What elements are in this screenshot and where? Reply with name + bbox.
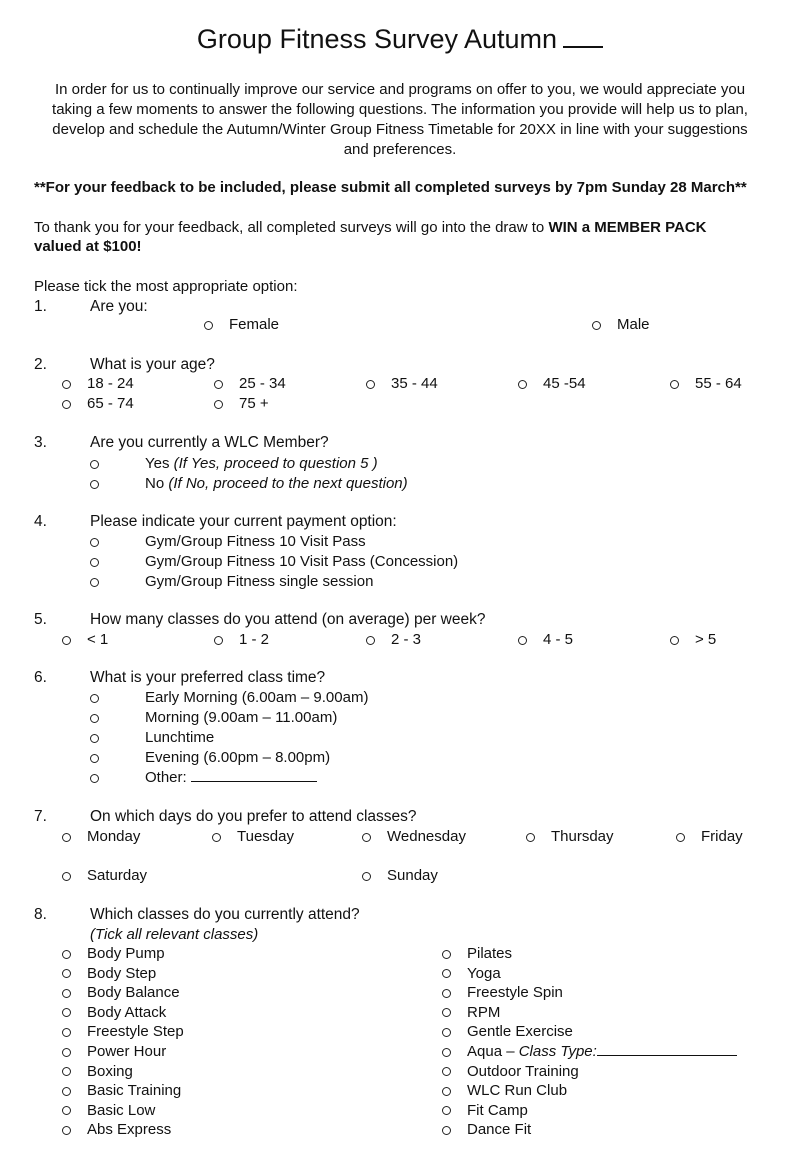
q2-option[interactable]	[670, 374, 742, 393]
radio-circle-icon[interactable]	[366, 636, 375, 645]
q6-option[interactable]	[90, 748, 331, 767]
option-label: Boxing	[87, 1062, 133, 1080]
radio-circle-icon[interactable]	[214, 636, 223, 645]
option-label: Thursday	[551, 828, 614, 845]
option-text: Freestyle Spin	[467, 984, 563, 1002]
q4-text: Please indicate your current payment option:	[90, 513, 397, 530]
q7-text: On which days do you prefer to attend classes?	[90, 808, 417, 825]
option-label	[467, 1004, 500, 1021]
checkbox-circle-icon[interactable]	[442, 1067, 451, 1076]
radio-circle-icon[interactable]	[90, 538, 99, 547]
q4-option[interactable]	[90, 532, 366, 551]
q7-option[interactable]	[62, 866, 147, 885]
radio-circle-icon[interactable]	[526, 833, 535, 842]
aqua-class-type-field[interactable]	[597, 1054, 737, 1056]
option-label: Early Morning (6.00am – 9.00am)	[145, 689, 369, 706]
option-label: Freestyle Step	[87, 1023, 184, 1041]
radio-circle-icon[interactable]	[214, 380, 223, 389]
radio-circle-icon[interactable]	[62, 380, 71, 389]
q1-number: 1.	[34, 298, 47, 315]
q2-number: 2.	[34, 356, 47, 373]
option-text: Dance Fit	[467, 1121, 532, 1139]
q6-option[interactable]	[90, 688, 369, 707]
q5-option[interactable]	[518, 630, 573, 649]
checkbox-circle-icon[interactable]	[62, 1008, 71, 1017]
q5-option[interactable]	[62, 630, 108, 649]
q6-option-other[interactable]	[90, 768, 187, 787]
checkbox-circle-icon[interactable]	[442, 1126, 451, 1135]
q4-number: 4.	[34, 513, 47, 530]
checkbox-circle-icon[interactable]	[442, 969, 451, 978]
option-label: Male	[617, 316, 650, 333]
value-text: valued at $100!	[34, 238, 142, 255]
q8-subtext: (Tick all relevant classes)	[90, 926, 259, 943]
option-label: 75 +	[239, 395, 269, 412]
radio-circle-icon[interactable]	[90, 774, 99, 783]
option-text: Pilates	[467, 945, 513, 962]
q3-text: Are you currently a WLC Member?	[90, 434, 329, 451]
q7-option[interactable]	[62, 827, 140, 846]
q2-option[interactable]	[518, 374, 586, 393]
option-label: Basic Low	[87, 1101, 156, 1119]
q7-option[interactable]	[212, 827, 294, 846]
option-label	[467, 984, 563, 1001]
radio-circle-icon[interactable]	[90, 558, 99, 567]
option-label	[145, 768, 317, 787]
q8-class-option[interactable]	[62, 944, 165, 963]
radio-circle-icon[interactable]	[204, 321, 213, 330]
option-text: WLC Run Club	[467, 1082, 568, 1100]
q1-text: Are you:	[90, 298, 148, 315]
option-text: No	[145, 475, 169, 492]
radio-circle-icon[interactable]	[90, 734, 99, 743]
option-label: Friday	[701, 828, 743, 845]
option-label: Saturday	[87, 867, 148, 884]
q6-option[interactable]	[90, 708, 338, 727]
option-label	[467, 1121, 531, 1138]
checkbox-circle-icon[interactable]	[62, 1106, 71, 1115]
option-label: Wednesday	[387, 828, 466, 845]
checkbox-circle-icon[interactable]	[62, 969, 71, 978]
radio-circle-icon[interactable]	[62, 400, 71, 409]
radio-circle-icon[interactable]	[212, 833, 221, 842]
radio-circle-icon[interactable]	[214, 400, 223, 409]
option-label	[145, 474, 408, 493]
q4-option[interactable]	[90, 552, 459, 571]
q3-option-no[interactable]	[90, 474, 408, 493]
option-label: Basic Training	[87, 1082, 182, 1100]
option-note: (If No, proceed to the next question)	[168, 475, 408, 492]
q7-number: 7.	[34, 808, 47, 825]
aqua-class-type-label: Class Type:	[518, 1043, 597, 1060]
option-label: Tuesday	[237, 828, 294, 845]
option-note: (If Yes, proceed to question 5 )	[173, 455, 378, 472]
option-label	[467, 965, 501, 982]
option-label: Lunchtime	[145, 729, 215, 746]
q3-number: 3.	[34, 434, 47, 451]
option-text: RPM	[467, 1003, 501, 1021]
option-label: 4 - 5	[543, 631, 574, 648]
option-label: Body Balance	[87, 984, 180, 1002]
radio-circle-icon[interactable]	[90, 714, 99, 723]
option-text: Fit Camp	[467, 1101, 528, 1119]
q2-option[interactable]	[214, 394, 269, 413]
q2-option[interactable]	[62, 374, 134, 393]
option-label	[467, 1082, 567, 1099]
option-label: Sunday	[387, 867, 438, 884]
checkbox-circle-icon[interactable]	[442, 1008, 451, 1017]
radio-circle-icon[interactable]	[62, 872, 71, 881]
q8-class-option[interactable]	[62, 1062, 133, 1081]
q8-class-option[interactable]	[442, 983, 563, 1002]
option-label: > 5	[695, 631, 717, 648]
q8-class-option[interactable]	[442, 1022, 573, 1041]
option-label: Monday	[87, 828, 141, 845]
checkbox-circle-icon[interactable]	[442, 950, 451, 959]
q2-option[interactable]	[366, 374, 438, 393]
q7-option[interactable]	[526, 827, 614, 846]
option-label: 35 - 44	[391, 375, 438, 392]
q8-class-option[interactable]	[62, 1042, 166, 1061]
option-label	[467, 1043, 737, 1060]
win-text: WIN a MEMBER PACK	[548, 219, 707, 236]
q8-class-option[interactable]	[62, 1101, 155, 1120]
radio-circle-icon[interactable]	[90, 578, 99, 587]
q6-text: What is your preferred class time?	[90, 669, 326, 686]
radio-circle-icon[interactable]	[90, 694, 99, 703]
checkbox-circle-icon[interactable]	[442, 1028, 451, 1037]
radio-circle-icon[interactable]	[362, 833, 371, 842]
other-text-field[interactable]	[191, 780, 317, 782]
radio-circle-icon[interactable]	[62, 636, 71, 645]
checkbox-circle-icon[interactable]	[62, 1048, 71, 1057]
option-label: Evening (6.00pm – 8.00pm)	[145, 749, 331, 766]
option-label: Morning (9.00am – 11.00am)	[145, 709, 338, 726]
q2-text: What is your age?	[90, 356, 215, 373]
option-label: Gym/Group Fitness 10 Visit Pass	[145, 533, 366, 550]
q8-class-option[interactable]	[442, 1120, 531, 1139]
title-blank	[563, 45, 603, 48]
radio-circle-icon[interactable]	[90, 480, 99, 489]
option-label: Body Attack	[87, 1003, 167, 1021]
option-label	[467, 1023, 573, 1040]
q8-class-option[interactable]	[442, 1081, 567, 1100]
q3-option-yes[interactable]	[90, 454, 378, 473]
checkbox-circle-icon[interactable]	[62, 1126, 71, 1135]
q1-option-female[interactable]	[204, 315, 279, 334]
q6-number: 6.	[34, 669, 47, 686]
q7-option[interactable]	[362, 827, 466, 846]
option-label: Power Hour	[87, 1043, 167, 1060]
q8-class-option[interactable]	[62, 983, 180, 1002]
radio-circle-icon[interactable]	[670, 380, 679, 389]
option-text: Yoga	[467, 964, 501, 982]
option-label: 65 - 74	[87, 395, 134, 412]
radio-circle-icon[interactable]	[90, 460, 99, 469]
q5-option[interactable]	[366, 630, 421, 649]
q7-option[interactable]	[676, 827, 743, 846]
q8-class-option[interactable]	[442, 1062, 579, 1081]
radio-circle-icon[interactable]	[518, 380, 527, 389]
checkbox-circle-icon[interactable]	[62, 989, 71, 998]
instruction-text: Please tick the most appropriate option:	[34, 278, 298, 295]
option-label: 55 - 64	[695, 375, 742, 392]
radio-circle-icon[interactable]	[90, 754, 99, 763]
checkbox-circle-icon[interactable]	[442, 1087, 451, 1096]
q2-option[interactable]	[214, 374, 286, 393]
option-text: Outdoor Training	[467, 1062, 579, 1080]
option-label: Abs Express	[87, 1121, 172, 1139]
checkbox-circle-icon[interactable]	[442, 989, 451, 998]
q8-class-option[interactable]	[62, 1120, 171, 1139]
option-label: Female	[229, 316, 280, 333]
option-label: < 1	[87, 631, 109, 648]
title-text: Group Fitness Survey Autumn	[196, 24, 558, 54]
q6-option[interactable]	[90, 728, 215, 747]
q8-class-option[interactable]	[62, 1081, 181, 1100]
q8-class-option[interactable]	[62, 1022, 184, 1041]
option-label: 45 -54	[543, 375, 586, 392]
q8-class-option[interactable]	[442, 944, 512, 963]
radio-circle-icon[interactable]	[676, 833, 685, 842]
option-text: Yes	[145, 455, 174, 472]
q7-option[interactable]	[362, 866, 438, 885]
intro-paragraph: In order for us to continually improve our service and programs on offer to you, we would appreciate you taking a few moments to answer the following questions. The information you provide will help us to plan, develop and schedule the Autumn/Winter Group Fitness Timetable for 20XX in line with your suggestions and preferences.	[52, 81, 748, 158]
checkbox-circle-icon[interactable]	[442, 1106, 451, 1115]
option-label: 1 - 2	[239, 631, 270, 648]
option-label: Body Pump	[87, 945, 165, 962]
q2-option[interactable]	[62, 394, 134, 413]
option-label: Gym/Group Fitness single session	[145, 573, 374, 590]
q5-text: How many classes do you attend (on average) per week?	[90, 611, 486, 628]
radio-circle-icon[interactable]	[592, 321, 601, 330]
q8-class-option[interactable]	[62, 964, 156, 983]
option-label: 25 - 34	[239, 375, 286, 392]
option-label: 2 - 3	[391, 631, 422, 648]
option-label: Body Step	[87, 964, 157, 982]
checkbox-circle-icon[interactable]	[62, 1067, 71, 1076]
radio-circle-icon[interactable]	[518, 636, 527, 645]
option-label: Gym/Group Fitness 10 Visit Pass (Concession)	[145, 553, 459, 570]
option-text: Aqua –	[467, 1043, 519, 1060]
option-text: Other:	[145, 769, 187, 786]
option-label	[467, 945, 512, 962]
thanks-paragraph	[34, 218, 774, 256]
checkbox-circle-icon[interactable]	[62, 950, 71, 959]
radio-circle-icon[interactable]	[62, 833, 71, 842]
q8-class-option[interactable]	[442, 1003, 500, 1022]
q8-text: Which classes do you currently attend?	[90, 906, 360, 923]
checkbox-circle-icon[interactable]	[442, 1048, 451, 1057]
q8-class-option[interactable]	[442, 1042, 737, 1061]
checkbox-circle-icon[interactable]	[62, 1028, 71, 1037]
page-title	[0, 22, 800, 56]
q5-option[interactable]	[214, 630, 269, 649]
q8-class-option[interactable]	[62, 1003, 166, 1022]
q8-class-option[interactable]	[442, 964, 501, 983]
radio-circle-icon[interactable]	[366, 380, 375, 389]
deadline-note: **For your feedback to be included, please submit all completed surveys by 7pm Sunday 28 March**	[34, 179, 747, 196]
option-label	[467, 1102, 528, 1119]
option-text: Gentle Exercise	[467, 1023, 573, 1041]
q1-option-male[interactable]	[592, 315, 650, 334]
q5-option[interactable]	[670, 630, 716, 649]
option-label	[145, 454, 378, 473]
thanks-text: To thank you for your feedback, all completed surveys will go into the draw to	[34, 219, 549, 236]
option-label	[467, 1063, 579, 1080]
radio-circle-icon[interactable]	[670, 636, 679, 645]
q8-class-option[interactable]	[442, 1101, 528, 1120]
radio-circle-icon[interactable]	[362, 872, 371, 881]
checkbox-circle-icon[interactable]	[62, 1087, 71, 1096]
q4-option[interactable]	[90, 572, 374, 591]
q5-number: 5.	[34, 611, 47, 628]
option-label: 18 - 24	[87, 375, 134, 392]
q8-number: 8.	[34, 906, 47, 923]
